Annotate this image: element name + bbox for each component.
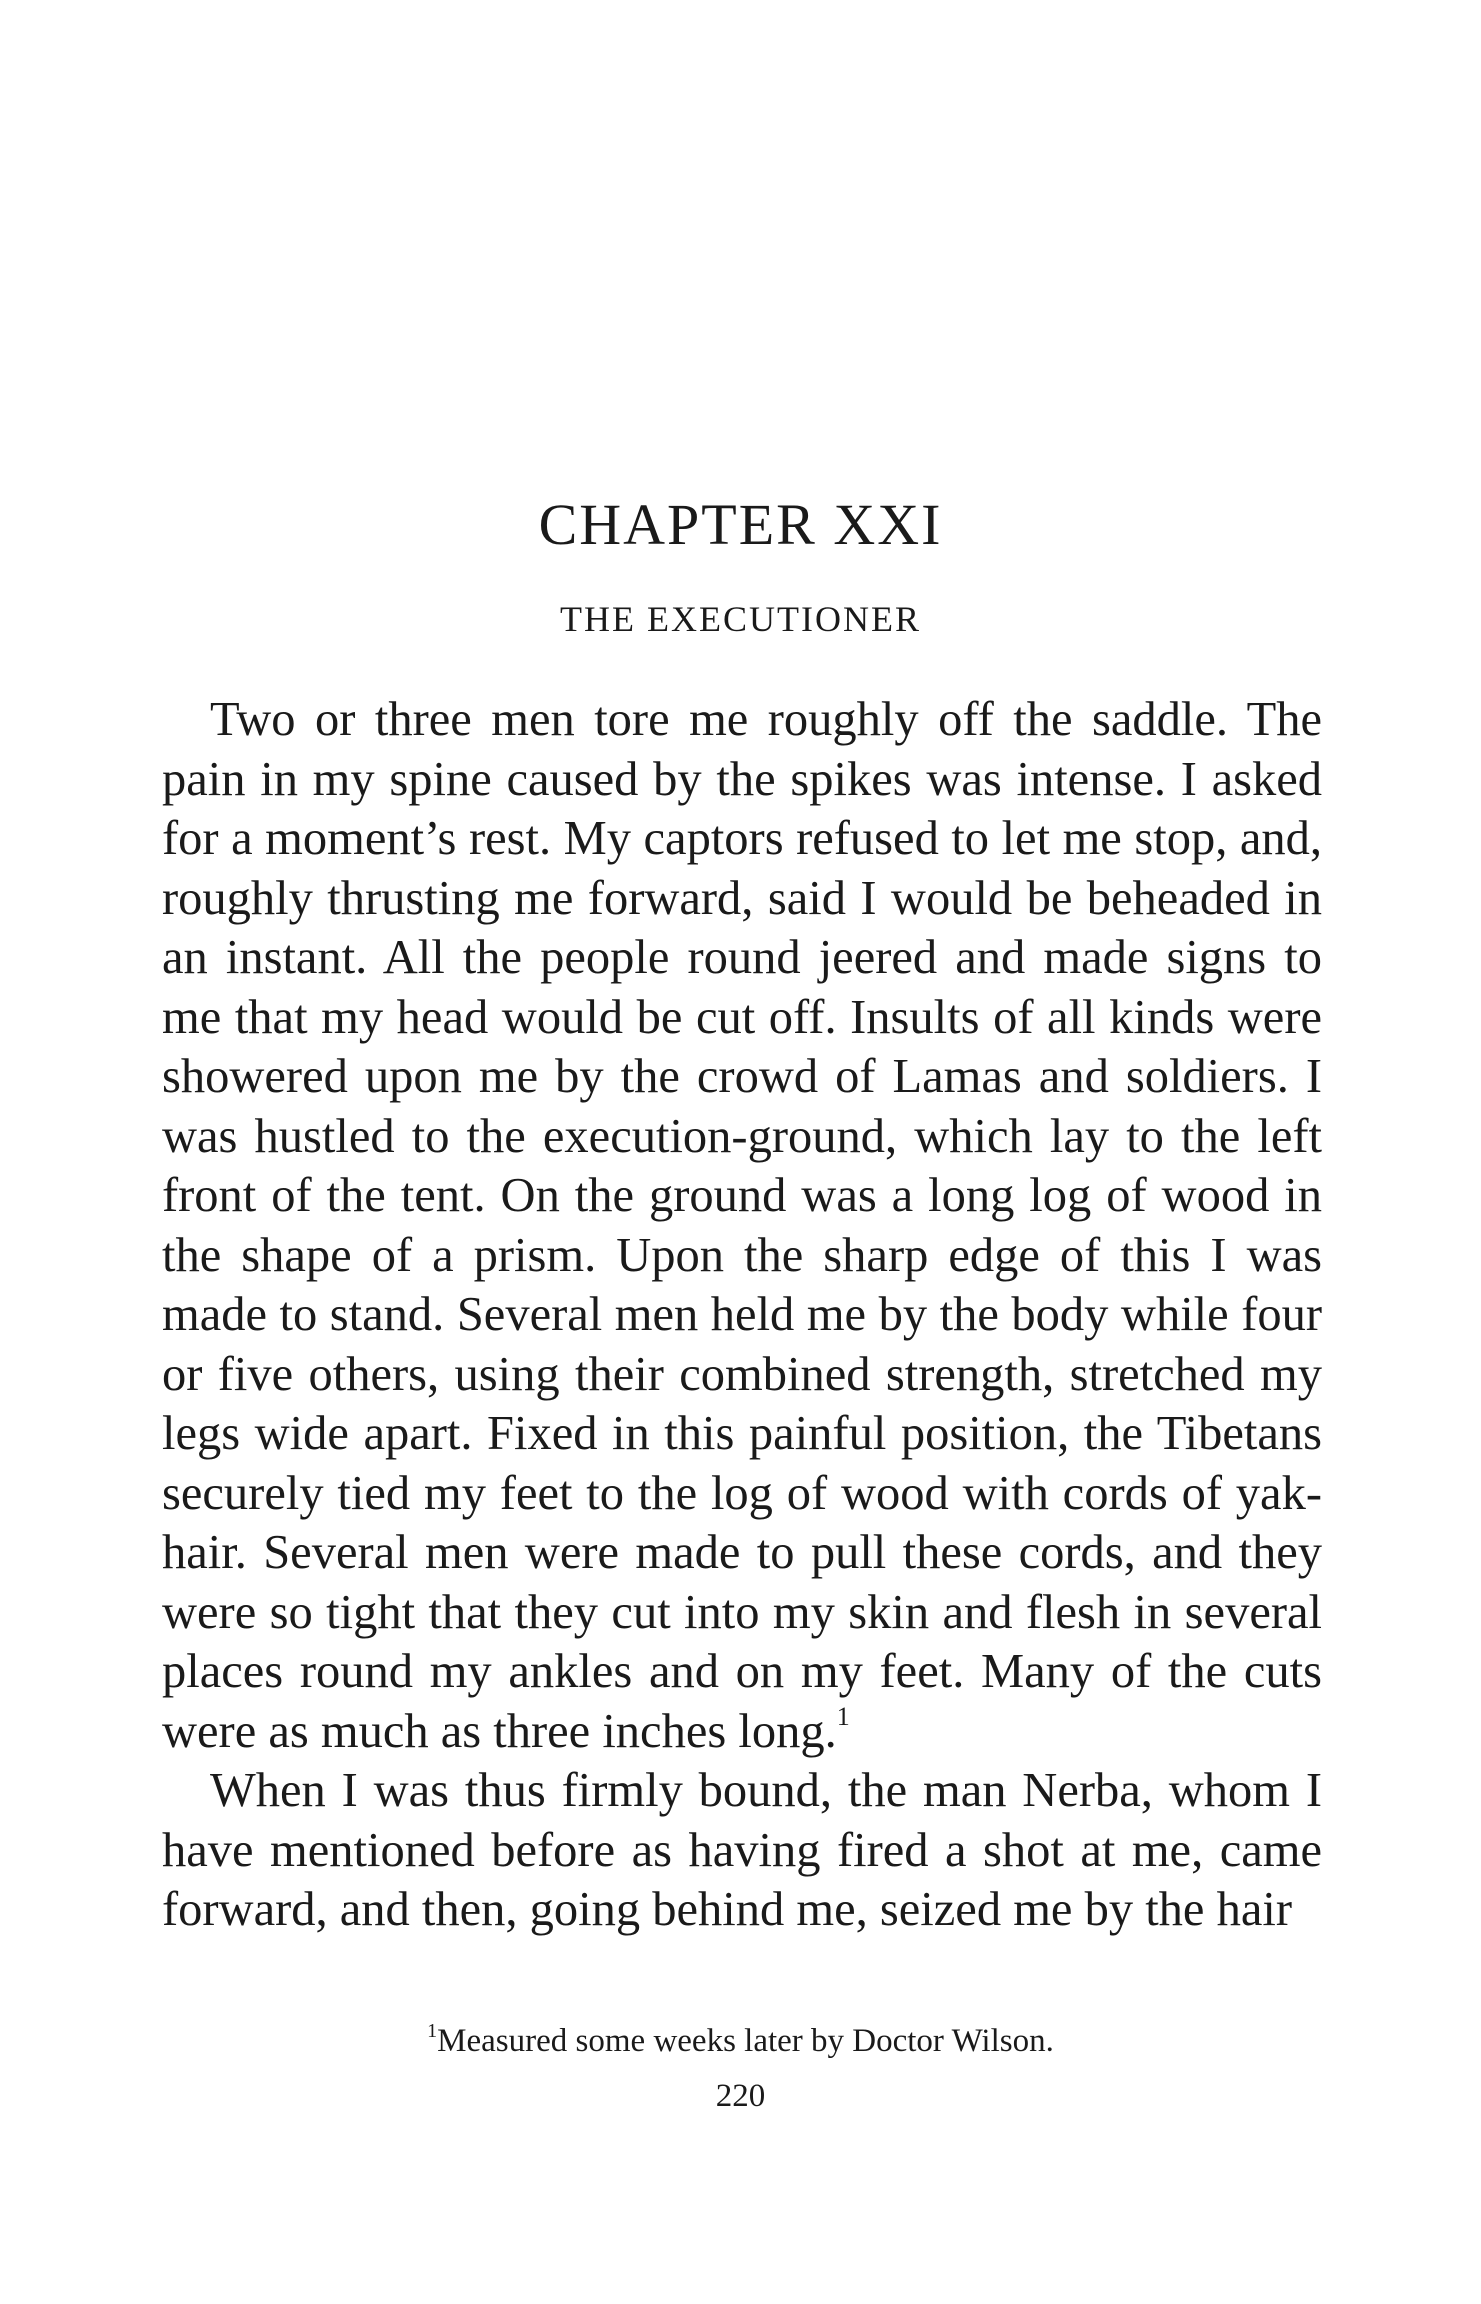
footnote-marker: 1: [427, 2020, 438, 2042]
footnote-reference: 1: [836, 1701, 850, 1731]
chapter-number: CHAPTER XXI: [538, 492, 943, 557]
paragraph-2: [162, 1761, 1322, 1940]
footnote: [0, 2021, 1481, 2061]
paragraph-1: [162, 690, 1322, 1761]
chapter-title: THE EXECUTIONER: [560, 599, 921, 639]
body-text: [162, 690, 1322, 1940]
paragraph-1-text: Two or three men tore me roughly off the saddle. The pain in my spine caused by the spikes was intense. I asked for a moment’s rest. My captors refused to let me stop, and, roughly thrusting me forward, said I would be beheaded in an instant. All the people round jeered and made signs to me that my head would be cut off. Insults of all kinds were showered upon me by the crowd of Lamas and soldiers. I was hustled to the execution-ground, which lay to the left front of the tent. On the ground was a long log of wood in the shape of a prism. Upon the sharp edge of this I was made to stand. Several men held me by the body while four or five others, using their combined strength, stretched my legs wide apart. Fixed in this painful position, the Tibetans securely tied my feet to the log of wood with cords of yak-hair. Several men were made to pull these cords, and they were so tight that they cut into my skin and flesh in several places round my ankles and on my feet. Many of the cuts were as much as three inches long.: [162, 693, 1322, 1758]
footnote-text: Measured some weeks later by Doctor Wilson.: [437, 2023, 1054, 2059]
page-number: 220: [715, 2078, 766, 2114]
paragraph-2-text: When I was thus firmly bound, the man Nerba, whom I have mentioned before as having fired a shot at me, came forward, and then, going behind me, seized me by the hair: [162, 1764, 1322, 1936]
